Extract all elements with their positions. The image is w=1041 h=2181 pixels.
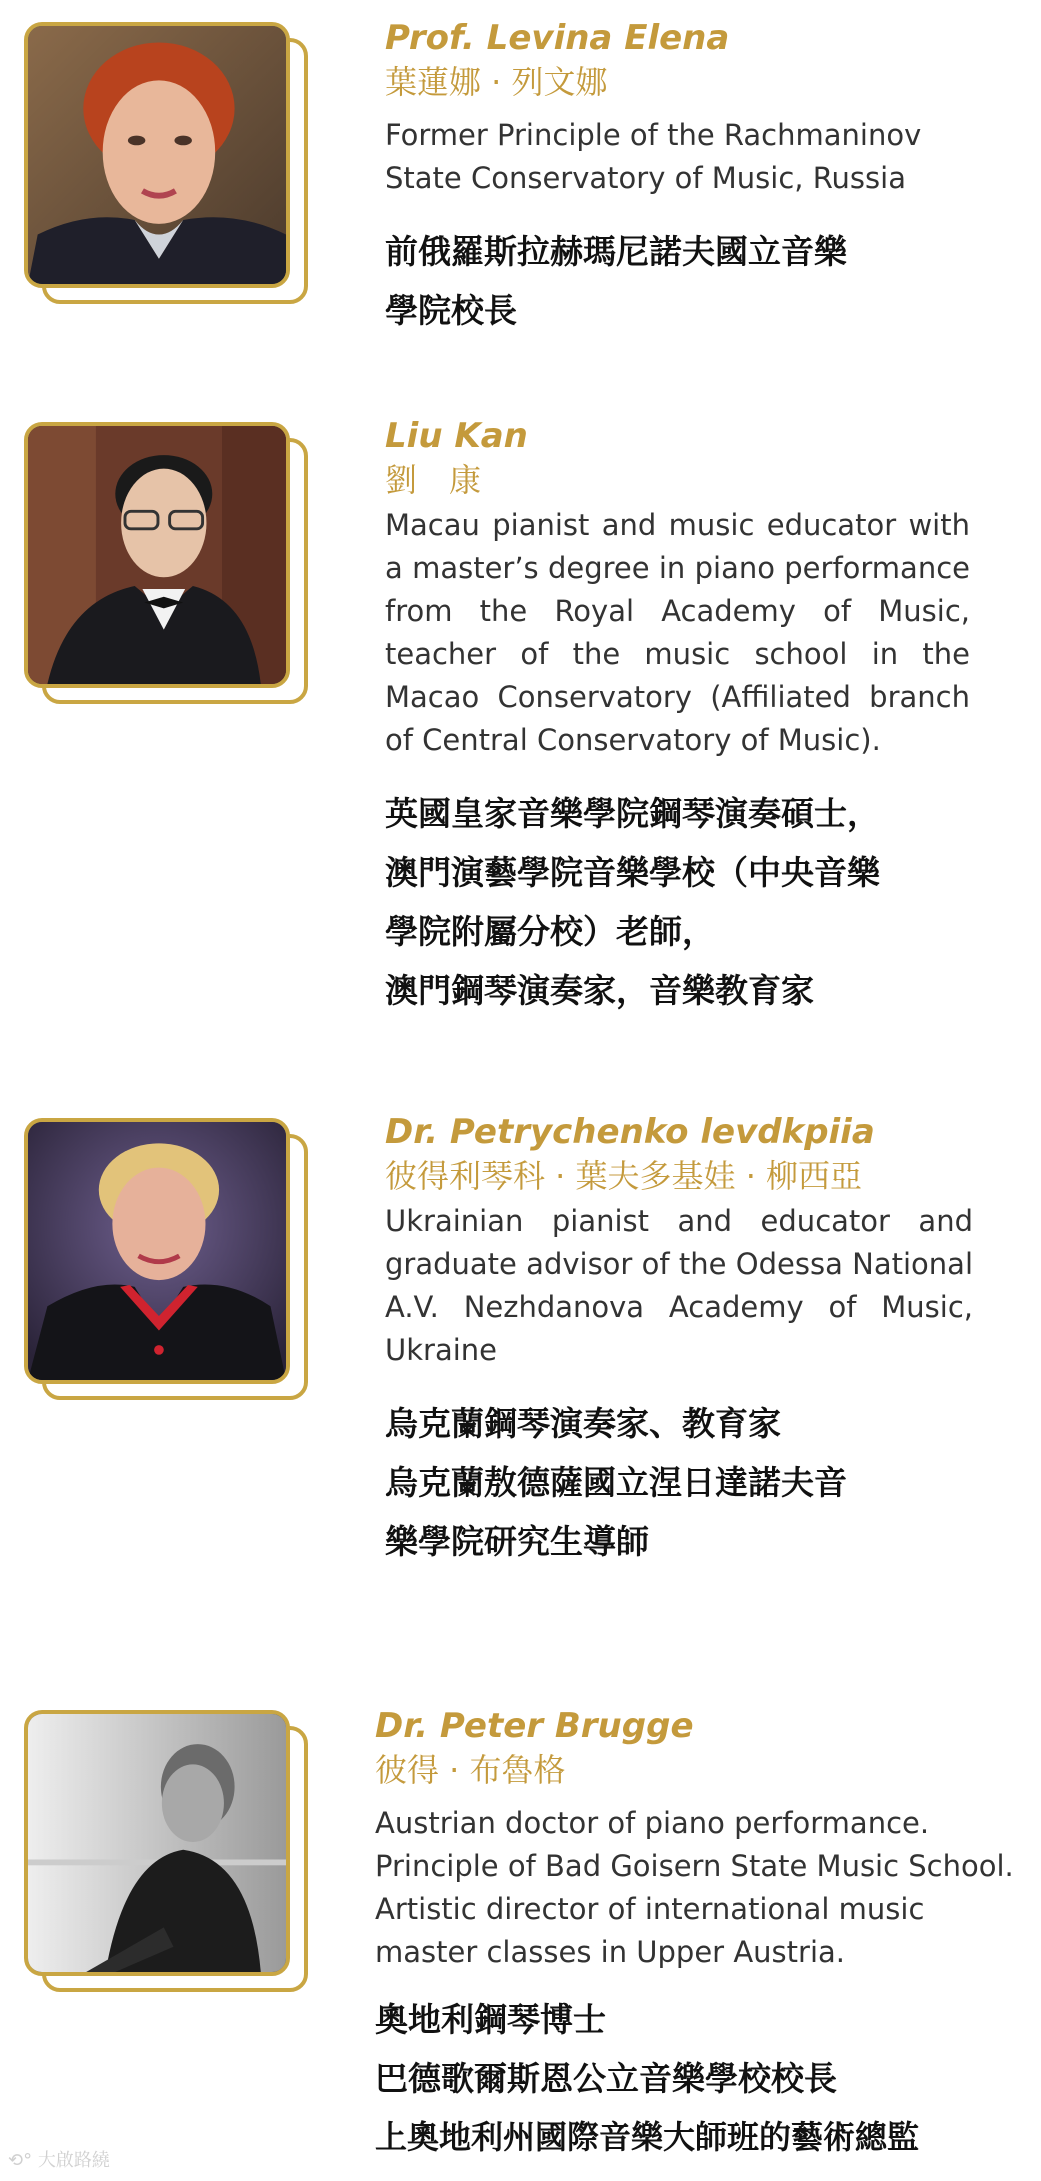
watermark-logo-icon: ⟲°: [8, 2150, 33, 2171]
profile-card-liu-kan: [0, 400, 1041, 1090]
profile-info: [385, 16, 1025, 340]
name-english: Liu Kan: [385, 416, 528, 456]
description-chinese: [385, 784, 970, 1020]
description-chinese-line: 烏克蘭敖德薩國立涅日達諾夫音: [385, 1463, 847, 1502]
description-english: Ukrainian pianist and educator and graduate advisor of the Odessa National A.V. Nezhdanova Academy of Music, Ukraine: [385, 1204, 973, 1367]
name-chinese: 彼得 · 布魯格: [375, 1751, 566, 1789]
description-english-line: Artistic director of international music: [375, 1892, 925, 1926]
description-chinese-line: 學院附屬分校）老師，: [385, 912, 715, 951]
portrait-photo: [24, 22, 290, 288]
name-english: Dr. Peter Brugge: [375, 1706, 694, 1746]
portrait-frame: [24, 22, 290, 288]
description-chinese-line: 上奧地利州國際音樂大師班的藝術總監: [375, 2118, 920, 2156]
watermark-text: 大啟路繞: [37, 2150, 110, 2171]
description-chinese: [385, 1394, 973, 1571]
description-chinese-line: 前俄羅斯拉赫瑪尼諾夫國立音樂: [385, 232, 847, 271]
watermark: [8, 2146, 110, 2172]
name-english: Dr. Petrychenko levdkpiia: [385, 1112, 875, 1152]
description-english-line: Principle of Bad Goisern State Music School.: [375, 1849, 1014, 1883]
description-chinese-line: 樂學院研究生導師: [385, 1522, 649, 1561]
description-english: Macau pianist and music educator with a master’s degree in piano performance from the Royal Academy of Music, teacher of the music school in the Macao Conservatory (Affiliated branch of Central Conservatory of Music).: [385, 508, 970, 757]
description-chinese-line: 澳門演藝學院音樂學校（中央音樂: [385, 853, 880, 892]
description-english-line: master classes in Upper Austria.: [375, 1935, 845, 1969]
description-english-line: State Conservatory of Music, Russia: [385, 161, 906, 195]
profile-card-levina: [0, 0, 1041, 400]
name-chinese: 葉蓮娜 · 列文娜: [385, 63, 608, 101]
profile-info: [385, 1110, 973, 1571]
description-chinese-line: 烏克蘭鋼琴演奏家、教育家: [385, 1404, 781, 1443]
profile-info: [375, 1704, 1035, 2167]
portrait-frame: [24, 422, 290, 688]
name-english: Prof. Levina Elena: [385, 18, 730, 58]
profile-card-brugge: [0, 1690, 1041, 2181]
portrait-photo: [24, 1710, 290, 1976]
description-chinese-line: 澳門鋼琴演奏家，音樂教育家: [385, 971, 814, 1010]
description-chinese-line: 英國皇家音樂學院鋼琴演奏碩士，: [385, 794, 880, 833]
description-chinese: [375, 1990, 1035, 2167]
name-chinese: 彼得利琴科 · 葉夫多基娃 · 柳西亞: [385, 1157, 863, 1195]
profile-card-petrychenko: [0, 1090, 1041, 1690]
description-english-line: Austrian doctor of piano performance.: [375, 1806, 930, 1840]
description-chinese: [385, 222, 1025, 340]
portrait-frame: [24, 1118, 290, 1384]
profile-info: [385, 414, 970, 1020]
portrait-frame: [24, 1710, 290, 1976]
description-chinese-line: 奧地利鋼琴博士: [375, 2000, 606, 2039]
description-chinese-line: 學院校長: [385, 291, 517, 330]
description-chinese-line: 巴德歌爾斯恩公立音樂學校校長: [375, 2059, 837, 2098]
portrait-photo: [24, 422, 290, 688]
description-english-line: Former Principle of the Rachmaninov: [385, 118, 922, 152]
portrait-photo: [24, 1118, 290, 1384]
name-chinese: 劉 康: [385, 461, 482, 499]
